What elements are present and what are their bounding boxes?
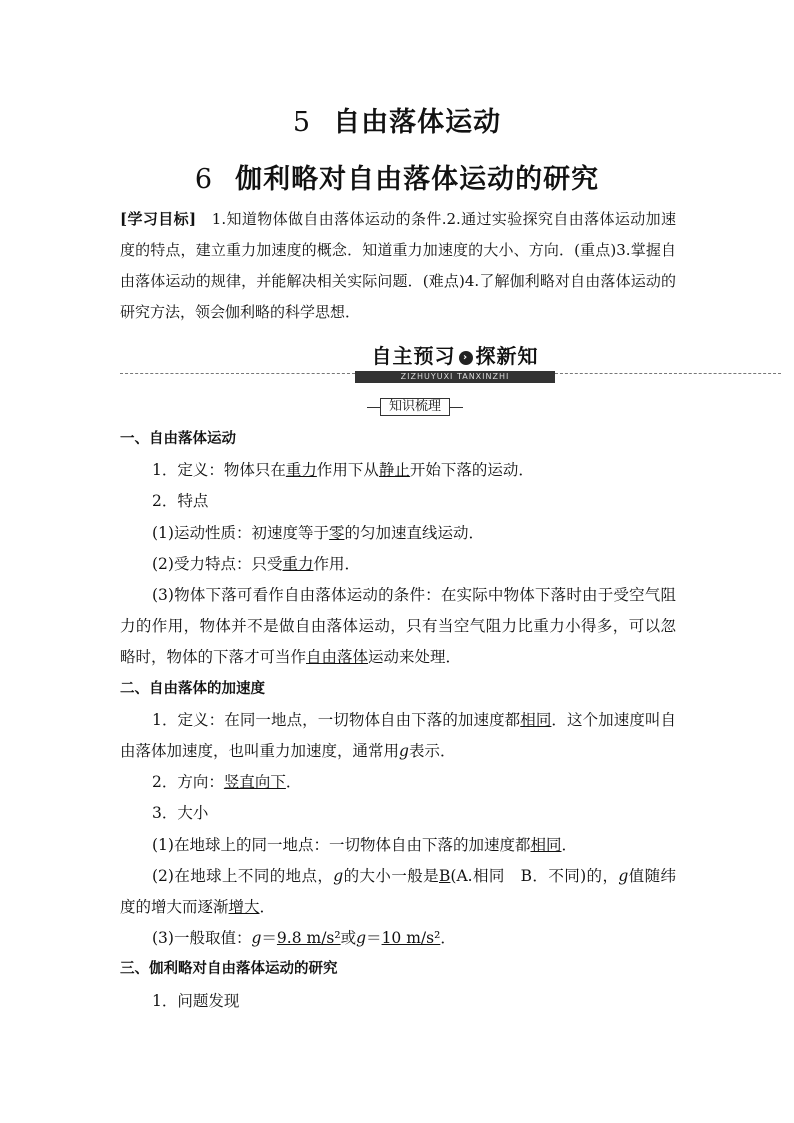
paragraph: (2)在地球上不同的地点，g的大小一般是B(A.相同 B．不同)的，g值随纬度的增大而逐渐增大． [120, 866, 676, 917]
main-content [120, 424, 676, 1017]
paragraph: 2．特点 [152, 492, 209, 511]
heading-3: 三、伽利略对自由落体运动的研究 [120, 961, 338, 978]
heading-2: 二、自由落体的加速度 [120, 680, 265, 697]
section-tag: 知识梳理 [367, 398, 463, 416]
page-title-1: 5 自由落体运动 [292, 107, 502, 138]
paragraph: (1)在地球上的同一地点：一切物体自由下落的加速度都相同． [152, 835, 577, 854]
paragraph: 1．定义：在同一地点，一切物体自由下落的加速度都相同．这个加速度叫自由落体加速度，也叫重力加速度，通常用g表示． [120, 710, 676, 761]
divider-left [120, 373, 355, 374]
paragraph: 1．定义：物体只在重力作用下从静止开始下落的运动． [152, 461, 534, 480]
paragraph: (3)物体下落可看作自由落体运动的条件：在实际中物体下落时由于受空气阻力的作用，物体并不是做自由落体运动，只有当空气阻力比重力小得多，可以忽略时，物体的下落才可当作自由落体运动来处理． [120, 586, 676, 667]
paragraph: 2．方向：竖直向下． [152, 773, 302, 792]
section-banner: 自主预习 › 探新知 ZIZHUYUXI TANXINZHI [355, 340, 555, 380]
learning-goals: [学习目标] 1.知道物体做自由落体运动的条件.2.通过实验探究自由落体运动加速度的特点，建立重力加速度的概念．知道重力加速度的大小、方向．(重点)3.掌握自由落体运动的规律，并能解决相关实际问题．(难点)4.了解伽利略对自由落体运动的研究方法，领会伽利略的科学思想． [120, 210, 676, 321]
paragraph: (3)一般取值：g＝9.8 m/s²或g＝10 m/s²． [152, 929, 456, 948]
arrow-icon: › [459, 351, 473, 365]
divider-right [555, 373, 781, 374]
paragraph: (1)运动性质：初速度等于零的匀加速直线运动． [152, 523, 484, 542]
heading-1: 一、自由落体运动 [120, 431, 236, 447]
paragraph: 1．问题发现 [152, 991, 240, 1010]
page-title-2: 6 伽利略对自由落体运动的研究 [194, 164, 600, 195]
paragraph: 3．大小 [152, 804, 209, 823]
paragraph: (2)受力特点：只受重力作用． [152, 554, 360, 573]
